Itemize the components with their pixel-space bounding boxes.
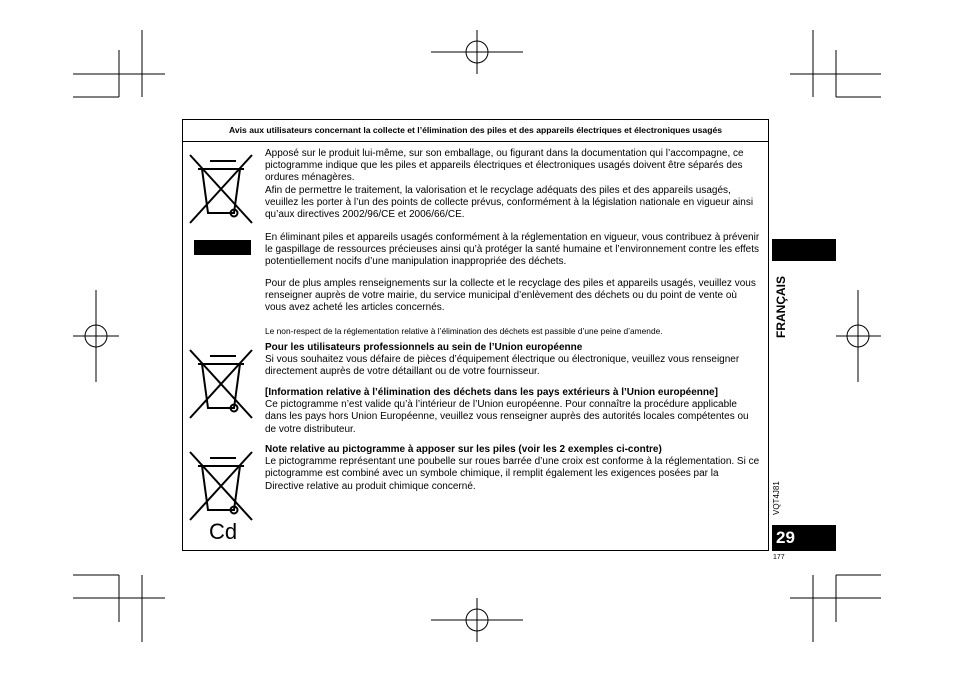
block-penalty [265, 325, 760, 337]
outside-eu-text: Ce pictogramme n’est valide qu’à l’intérieur de l’Union européenne. Pour connaître la procédure applicable dans les pays hors Union Européenne, veuillez vous renseigner auprès des autorités locales compétentes ou de votre distributeur. [265, 399, 749, 435]
crop-mark-bottom-left [73, 575, 165, 642]
language-label: FRANÇAIS [774, 276, 788, 338]
sheet-number: 177 [773, 554, 785, 561]
crossed-out-wheelie-bin-icon [188, 450, 258, 524]
registration-mark-left [73, 290, 119, 382]
block-professional [265, 342, 760, 379]
registration-mark-top [431, 30, 523, 74]
battery-heading: Note relative au pictogramme à apposer sur les piles (voir les 2 exemples ci-contre) [265, 444, 662, 455]
professional-text: Si vous souhaitez vous défaire de pièces d’équipement électrique ou électronique, veuillez vous renseigner directement auprès de votre détaillant ou de votre fournisseur. [265, 354, 740, 378]
crossed-out-wheelie-bin-icon [188, 153, 258, 227]
registration-mark-right [836, 290, 881, 382]
crossed-out-wheelie-bin-icon [188, 348, 258, 422]
model-code: VQT4J81 [772, 481, 781, 515]
language-tab [772, 239, 836, 261]
professional-heading: Pour les utilisateurs professionnels au sein de l’Union européenne [265, 342, 583, 353]
general-paragraph-1: Apposé sur le produit lui-même, sur son emballage, ou figurant dans la documentation qui l’accompagne, ce pictogramme indique que les piles et appareils électriques et électroniques usagés doivent être séparés des ordures ménagères. [265, 148, 744, 184]
block-battery [265, 444, 760, 493]
crop-mark-top-right [790, 30, 881, 97]
block-outside-eu [265, 387, 760, 436]
block-information [265, 278, 760, 315]
registration-mark-bottom [431, 598, 523, 642]
information-paragraph: Pour de plus amples renseignements sur la collecte et le recyclage des piles et appareils usagés, veuillez vous renseigner auprès de votre mairie, du service municipal d’enlèvement des déchets ou du point de vente où vous avez acheté les articles concernés. [265, 278, 756, 314]
page-number: 29 [772, 525, 836, 551]
crop-mark-top-left [73, 30, 165, 97]
outside-eu-heading: [Information relative à l’élimination des déchets dans les pays extérieurs à l’Union européenne] [265, 387, 718, 398]
crop-mark-bottom-right [790, 575, 881, 642]
benefits-paragraph: En éliminant piles et appareils usagés conformément à la réglementation en vigueur, vous contribuez à prévenir le gaspillage de ressources précieuses ainsi qu’à protéger la santé humaine et l’environnement contre les effets potentiellement nocifs d’une manipulation inappropriée des déchets. [265, 232, 760, 268]
penalty-text: Le non-respect de la réglementation relative à l’élimination des déchets est passible d’une peine d’amende. [265, 326, 663, 336]
block-benefits [265, 232, 760, 269]
notice-title: Avis aux utilisateurs concernant la collecte et l’élimination des piles et des appareils électriques et électroniques usagés [183, 120, 768, 142]
block-general [265, 148, 760, 221]
chemical-symbol: Cd [209, 519, 238, 544]
separate-collection-bar [194, 240, 251, 255]
battery-text: Le pictogramme représentant une poubelle sur roues barrée d’une croix est conforme à la réglementation. Si ce pictogramme est combiné avec un symbole chimique, il remplit également les exigences posées par la Directive relative au produit chimique concerné. [265, 456, 760, 492]
general-paragraph-2: Afin de permettre le traitement, la valorisation et le recyclage adéquats des piles et des appareils usagés, veuillez les porter à l’un des points de collecte prévus, conformément à la législation nationale en vigueur ainsi qu’aux directives 2002/96/CE et 2006/66/CE. [265, 184, 754, 221]
